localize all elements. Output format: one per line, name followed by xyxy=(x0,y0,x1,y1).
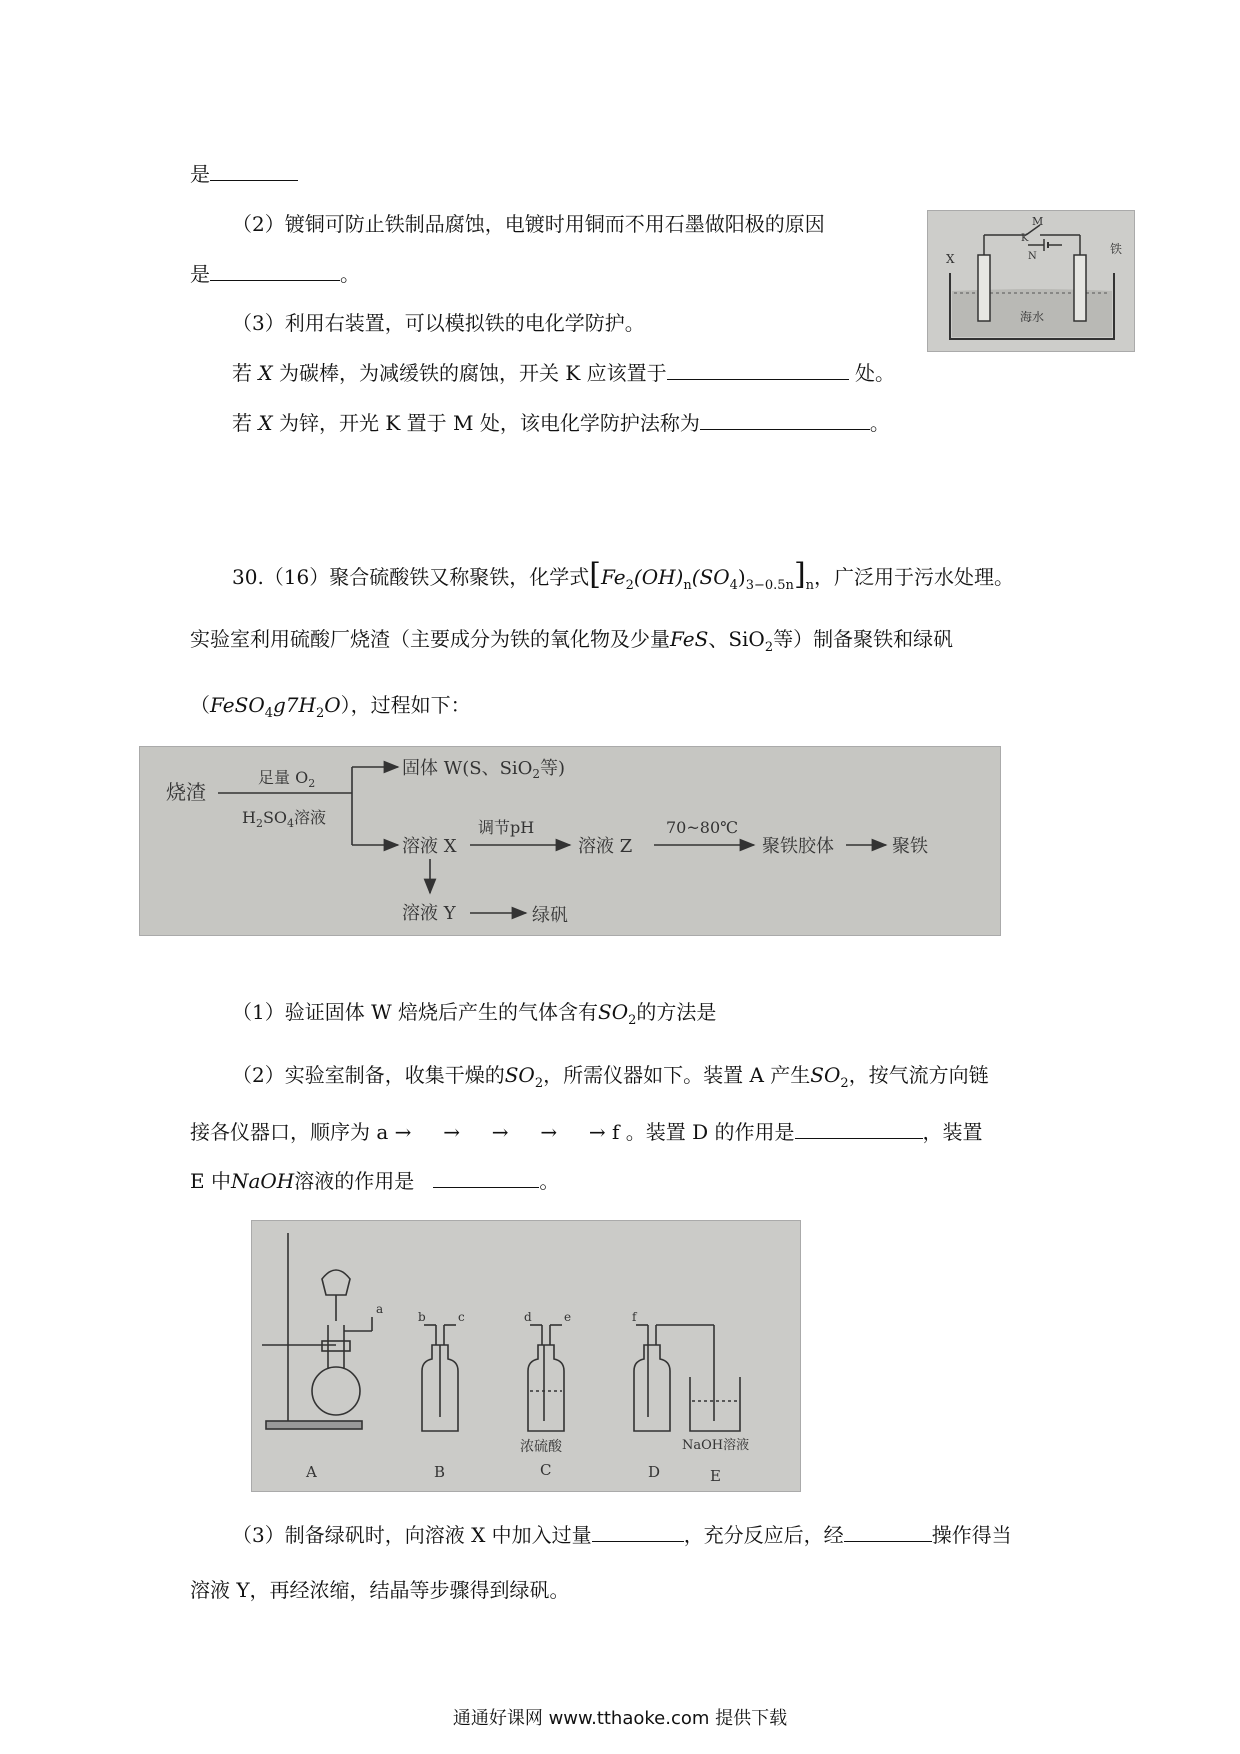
port-b: b xyxy=(418,1310,426,1324)
formula: SO xyxy=(504,1063,535,1087)
sub: 3−0.5n xyxy=(745,578,794,593)
arrow: → xyxy=(540,1120,558,1144)
label-seawater: 海水 xyxy=(1020,310,1045,324)
formula: SO xyxy=(810,1063,841,1087)
flow-solution-x: 溶液 X xyxy=(402,836,457,857)
sub: 2 xyxy=(628,1013,637,1028)
label-iron: 铁 xyxy=(1110,242,1123,256)
answer-blank[interactable] xyxy=(700,407,870,430)
label-e: E xyxy=(710,1467,721,1485)
flow-start: 烧渣 xyxy=(166,780,206,804)
q30-part3-line2 xyxy=(190,1575,570,1605)
flow-bottom-reagent: $H_2SO_4$溶液 xyxy=(242,808,327,830)
sub: 2 xyxy=(840,1076,849,1091)
q30-part2-line1 xyxy=(232,1060,989,1099)
process-flowchart xyxy=(139,746,1001,936)
formula: FeS xyxy=(670,627,709,651)
question-3-line1 xyxy=(232,308,645,338)
answer-blank[interactable] xyxy=(433,1165,539,1188)
answer-blank[interactable] xyxy=(210,158,298,181)
question-2-line1 xyxy=(232,209,825,239)
text: 处。 xyxy=(854,361,895,385)
sub: n xyxy=(683,578,692,593)
label-b: B xyxy=(434,1463,446,1481)
flow-solid-w: 固体 W(S、SiO$_2$等) xyxy=(402,758,566,781)
formula: (OH) xyxy=(633,565,684,589)
bracket-close: ] xyxy=(793,557,806,592)
question-2-line2 xyxy=(190,258,360,289)
text: 、SiO xyxy=(708,627,765,651)
text: ，广泛用于污水处理。 xyxy=(814,565,1015,589)
q30-part2-line2 xyxy=(190,1116,983,1147)
port-e: e xyxy=(564,1310,572,1324)
sub: 4 xyxy=(729,578,738,593)
port-a: a xyxy=(376,1302,384,1316)
page-footer: 通通好课网 www.tthaoke.com 提供下载 xyxy=(452,1708,788,1729)
text: 若 xyxy=(232,411,252,435)
text: 溶液 Y，再经浓缩，结晶等步骤得到绿矾。 xyxy=(190,1578,570,1602)
text: 实验室利用硫酸厂烧渣（主要成分为铁的氧化物及少量 xyxy=(190,627,670,651)
text: 若 xyxy=(232,361,252,385)
sub: 2 xyxy=(625,578,634,593)
text: ，充分反应后，经 xyxy=(683,1523,844,1547)
apparatus-figure xyxy=(251,1220,801,1492)
label-a: A xyxy=(306,1463,317,1481)
flow-solution-z: 溶液 Z xyxy=(578,836,633,857)
text: （1）验证固体 W 焙烧后产生的气体含有 xyxy=(232,1000,598,1024)
sub: 2 xyxy=(534,1076,544,1091)
answer-blank[interactable] xyxy=(667,357,849,380)
label-c: C xyxy=(540,1461,552,1479)
q30-line2 xyxy=(190,624,953,663)
label-d: D xyxy=(648,1463,661,1481)
formula: g7 xyxy=(273,693,299,717)
flow-top-reagent: 足量 $O_2$ xyxy=(258,768,316,790)
q30-part2-line3 xyxy=(190,1165,559,1196)
flow-polyiron: 聚铁 xyxy=(892,836,928,857)
sub: 2 xyxy=(315,706,325,721)
text: 为碳棒，为减缓铁的腐蚀，开关 K 应该置于 xyxy=(278,361,667,385)
text: （2）实验室制备，收集干燥的 xyxy=(232,1063,505,1087)
label-k: K xyxy=(1021,233,1029,244)
question-3-line2 xyxy=(232,357,895,388)
var-x: X xyxy=(258,411,273,435)
label-n: N xyxy=(1028,251,1037,262)
var-x: X xyxy=(258,361,273,385)
text: 是 xyxy=(190,262,210,286)
question-3-line3 xyxy=(232,407,890,438)
text: ），过程如下： xyxy=(340,693,471,717)
electrochemical-cell-figure xyxy=(927,210,1135,352)
text: （2）镀铜可防止铁制品腐蚀，电镀时用铜而不用石墨做阳极的原因 xyxy=(232,212,825,236)
text: ，所需仪器如下。装置 A 产生 xyxy=(543,1063,811,1087)
flow-green-vitriol: 绿矾 xyxy=(532,905,568,926)
formula: FeSO xyxy=(210,693,265,717)
sub: n xyxy=(805,578,815,593)
sub: 2 xyxy=(764,640,774,655)
formula: H xyxy=(298,693,316,717)
text: 30.（16）聚合硫酸铁又称聚铁，化学式 xyxy=(232,565,590,589)
label-m: M xyxy=(1032,215,1044,228)
text: 等）制备聚铁和绿矾 xyxy=(773,627,954,651)
line-prev-answer xyxy=(190,158,298,189)
text: 为锌，开光 K 置于 M 处，该电化学防护法称为 xyxy=(278,411,700,435)
text: 。 xyxy=(539,1169,560,1193)
text: 是 xyxy=(190,162,210,186)
flow-colloid: 聚铁胶体 xyxy=(762,836,834,857)
formula: Fe xyxy=(600,565,626,589)
bracket-open: [ xyxy=(589,557,601,592)
text: E 中 xyxy=(190,1169,231,1193)
q30-line3 xyxy=(190,690,471,729)
q30-intro: 30.（16）聚合硫酸铁又称聚铁，化学式$[Fe_2(OH)_n(SO_4)_{3-0.5n}]_n$，广泛用于污水处理。 xyxy=(232,557,1015,593)
port-c: c xyxy=(458,1310,465,1324)
formula: SO xyxy=(598,1000,629,1024)
flow-adjust-ph: 调节pH xyxy=(478,818,535,837)
arrow: → xyxy=(443,1120,460,1144)
formula: (SO xyxy=(691,565,730,589)
text: （3）利用右装置，可以模拟铁的电化学防护。 xyxy=(232,311,645,335)
answer-blank[interactable] xyxy=(795,1116,923,1139)
q30-part1 xyxy=(232,997,716,1036)
flow-temperature: 70~80℃ xyxy=(666,818,739,837)
text: 接各仪器口，顺序为 a → xyxy=(190,1120,412,1144)
arrow: → xyxy=(491,1120,509,1144)
label-naoh-solution: NaOH溶液 xyxy=(682,1438,750,1453)
text: 。 xyxy=(869,411,890,435)
text: （3）制备绿矾时，向溶液 X 中加入过量 xyxy=(232,1523,592,1547)
sub: 4 xyxy=(264,706,273,721)
q30-part3-line1 xyxy=(232,1519,1012,1550)
label-conc-acid: 浓硫酸 xyxy=(520,1439,562,1455)
text: ，装置 xyxy=(922,1120,983,1144)
text: 操作得当 xyxy=(931,1523,1012,1547)
text: → f 。装置 D 的作用是 xyxy=(588,1120,795,1144)
text: 。 xyxy=(340,262,360,286)
text: ，按气流方向链 xyxy=(848,1063,989,1087)
port-d: d xyxy=(524,1310,532,1324)
label-x: X xyxy=(946,252,955,266)
text: （ xyxy=(190,693,210,717)
text: 的方法是 xyxy=(636,1000,717,1024)
text: 溶液的作用是 xyxy=(294,1169,415,1193)
port-f: f xyxy=(632,1310,637,1324)
formula: NaOH xyxy=(230,1169,295,1193)
answer-blank[interactable] xyxy=(592,1519,684,1542)
formula: O xyxy=(324,693,341,717)
answer-blank[interactable] xyxy=(210,258,340,281)
answer-blank[interactable] xyxy=(844,1519,932,1542)
flow-solution-y: 溶液 Y xyxy=(402,903,456,924)
